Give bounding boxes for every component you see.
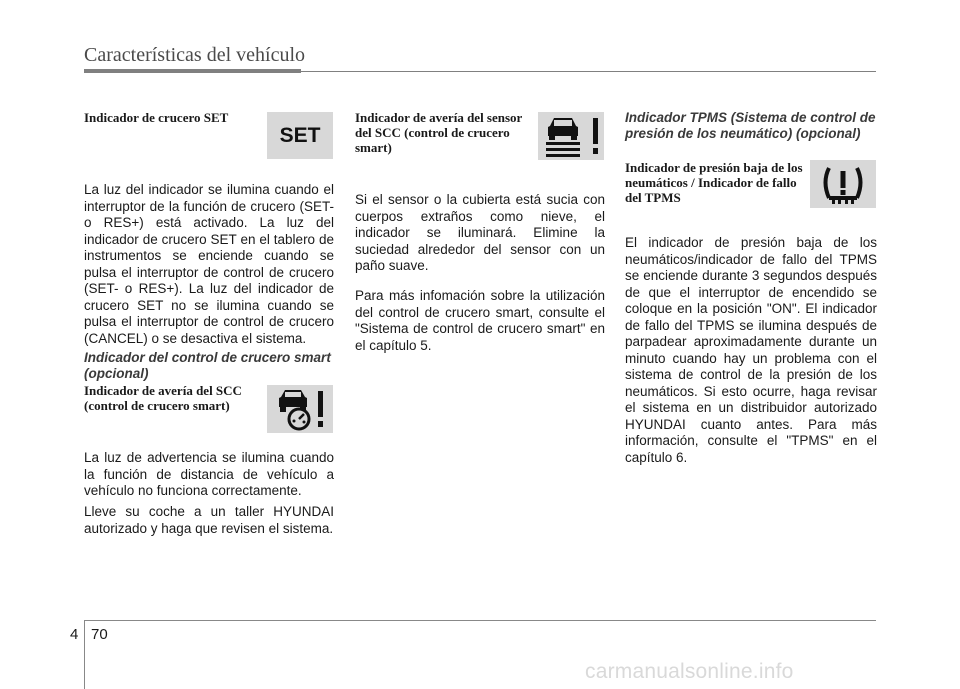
tpms-warning-icon <box>810 160 876 208</box>
scc-sensor-body-2: Para más infomación sobre la utilización del control de crucero smart, consulte el "Sistema de control de crucero smart" en el capítulo 5. <box>355 288 605 353</box>
scc-fault-body-2: Lleve su coche a un taller HYUNDAI autorizado y haga que revisen el sistema. <box>84 504 334 536</box>
set-indicator-body: La luz del indicador se ilumina cuando el interruptor de la función de crucero (SET- o RES+) está activado. La luz del indicador de crucero SET en el tablero de instrumentos se enciende cuando se pulsa el interruptor de control de crucero (SET- o RES+). La luz del indicador de crucero SET no se ilumina cuando se pulsa el interruptor de control de crucero (CANCEL) o se desactiva el sistema. <box>84 182 334 346</box>
watermark: carmanualsonline.info <box>585 660 794 683</box>
header-rule-thick <box>84 69 301 73</box>
page-number: 70 <box>91 626 108 643</box>
page-header-title: Características del vehículo <box>84 44 306 66</box>
footer-divider <box>84 620 85 689</box>
tpms-body: El indicador de presión baja de los neumáticos/indicador de fallo del TPMS se enciende durante 3 segundos después de que el interruptor de encendido se coloque en la posición "ON". El indicador de fallo del TPMS se ilumina después de parpadear aproximadamente durante un minuto cuando hay un problema con el sistema de control de la presión de los neumáticos. Si esto ocurre, haga revisar el sistema en un distribuidor autorizado HYUNDAI cuanto antes. Para más información, consulte el "TPMS" en el capítulo 6. <box>625 235 877 465</box>
tpms-section-heading: Indicador TPMS (Sistema de control de presión de los neumático) (opcional) <box>625 110 876 141</box>
scc-fault-heading: Indicador de avería del SCC (control de crucero smart) <box>84 383 242 413</box>
set-indicator-heading: Indicador de crucero SET <box>84 110 229 125</box>
scc-section-heading: Indicador del control de crucero smart (opcional) <box>84 350 331 381</box>
set-icon-label: SET <box>279 123 321 147</box>
section-number: 4 <box>70 626 79 643</box>
header-rule-thin <box>301 71 876 72</box>
scc-fault-icon <box>267 385 333 433</box>
tpms-heading: Indicador de presión baja de los neumáticos / Indicador de fallo del TPMS <box>625 160 803 205</box>
scc-sensor-body-1: Si el sensor o la cubierta está sucia con cuerpos extraños como nieve, el indicador se iluminará. Elimine la suciedad alrededor del sensor con un paño suave. <box>355 192 605 273</box>
footer-rule <box>84 620 876 621</box>
set-indicator-icon <box>267 112 333 159</box>
scc-sensor-fault-icon <box>538 112 604 160</box>
scc-sensor-heading: Indicador de avería del sensor del SCC (control de crucero smart) <box>355 110 523 155</box>
scc-fault-body-1: La luz de advertencia se ilumina cuando la función de distancia de vehículo a vehículo no funciona correctamente. <box>84 450 334 498</box>
